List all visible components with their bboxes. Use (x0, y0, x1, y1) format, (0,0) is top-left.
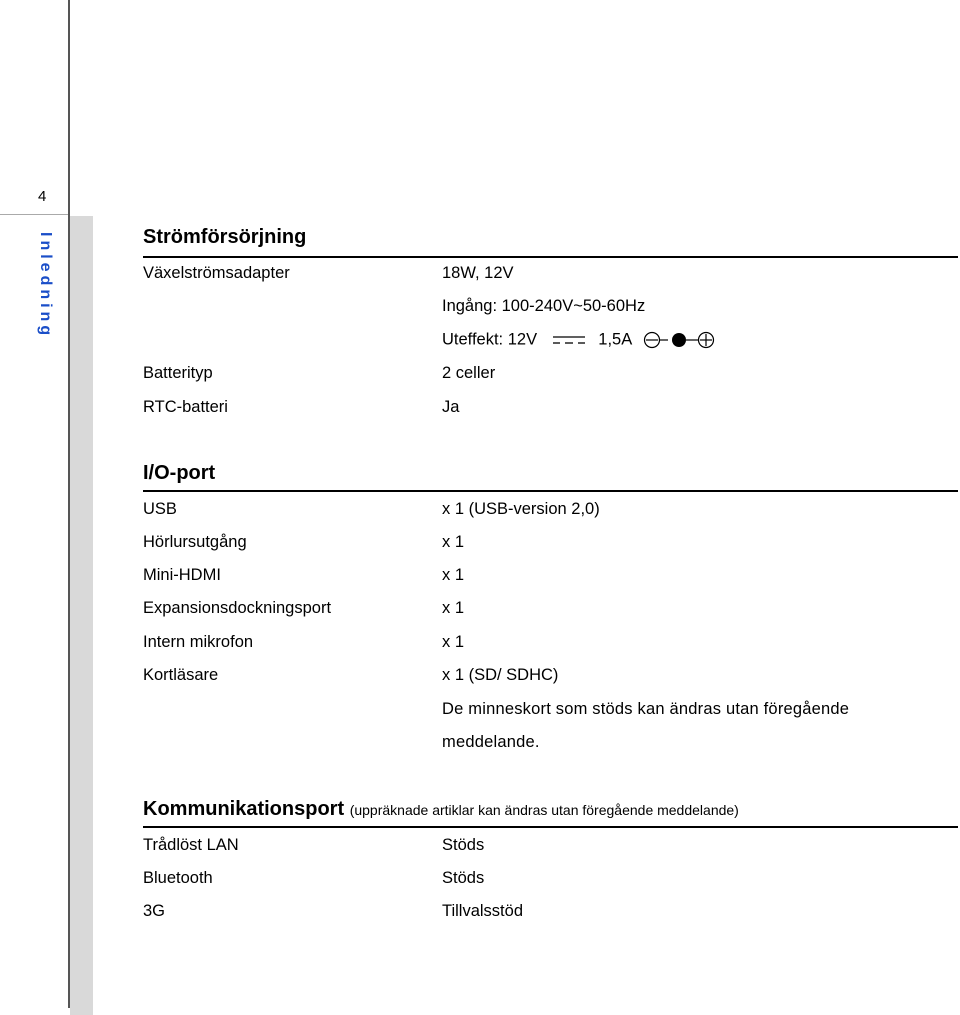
io-label: Hörlursutgång (143, 533, 247, 551)
io-row (143, 666, 953, 692)
comm-heading (143, 798, 739, 821)
io-value: x 1 (442, 633, 465, 651)
battery-label: Batterityp (143, 364, 213, 382)
comm-value: Stöds (442, 869, 485, 887)
io-value: x 1 (442, 533, 465, 551)
io-label: Mini-HDMI (143, 566, 221, 584)
adapter-value-1: 18W, 12V (442, 264, 514, 282)
io-row (143, 533, 953, 559)
io-row (143, 633, 953, 659)
io-rule (143, 490, 958, 492)
adapter-value-2: Ingång: 100-240V~50-60Hz (442, 297, 646, 315)
comm-row (143, 836, 953, 862)
card-reader-note-line-1: De minneskort som stöds kan ändras utan föregående (442, 700, 850, 718)
power-heading: Strömförsörjning (143, 226, 307, 248)
comm-heading-note: (uppräknade artiklar kan ändras utan föregående meddelande) (349, 802, 739, 818)
io-row (143, 566, 953, 592)
battery-row (143, 364, 953, 390)
output-row (143, 330, 953, 356)
comm-label: Bluetooth (143, 869, 213, 887)
comm-value: Stöds (442, 836, 485, 854)
io-value: x 1 (USB-version 2,0) (442, 500, 600, 518)
io-row (143, 599, 953, 625)
io-label: Expansionsdockningsport (143, 599, 332, 617)
io-row (143, 500, 953, 526)
output-value (442, 330, 716, 350)
io-value: x 1 (442, 599, 465, 617)
rtc-label: RTC-batteri (143, 398, 228, 416)
comm-value: Tillvalsstöd (442, 902, 523, 920)
io-label: Intern mikrofon (143, 633, 254, 651)
rtc-row (143, 398, 953, 424)
adapter-row (143, 264, 953, 290)
io-value: x 1 (442, 566, 465, 584)
card-reader-note-line-2: meddelande. (442, 733, 540, 751)
adapter-label: Växelströmsadapter (143, 264, 290, 282)
comm-label: 3G (143, 902, 166, 920)
io-heading: I/O-port (143, 462, 216, 484)
side-tab-bar (70, 216, 93, 1015)
polarity-icon (642, 330, 716, 350)
comm-row (143, 902, 953, 928)
output-current: 1,5A (598, 330, 632, 349)
page-number: 4 (38, 188, 47, 205)
io-label: USB (143, 500, 177, 518)
page-number-rule (0, 214, 68, 215)
dc-symbol-icon (552, 334, 586, 346)
comm-rule (143, 826, 958, 828)
io-label: Kortläsare (143, 666, 219, 684)
io-value: x 1 (SD/ SDHC) (442, 666, 559, 684)
output-prefix: Uteffekt: 12V (442, 330, 538, 349)
adapter-row-2 (143, 297, 953, 323)
comm-row (143, 869, 953, 895)
comm-label: Trådlöst LAN (143, 836, 239, 854)
section-side-label: Inledning (37, 232, 54, 340)
power-rule (143, 256, 958, 258)
battery-value: 2 celler (442, 364, 496, 382)
rtc-value: Ja (442, 398, 460, 416)
comm-heading-title: Kommunikationsport (143, 798, 345, 820)
